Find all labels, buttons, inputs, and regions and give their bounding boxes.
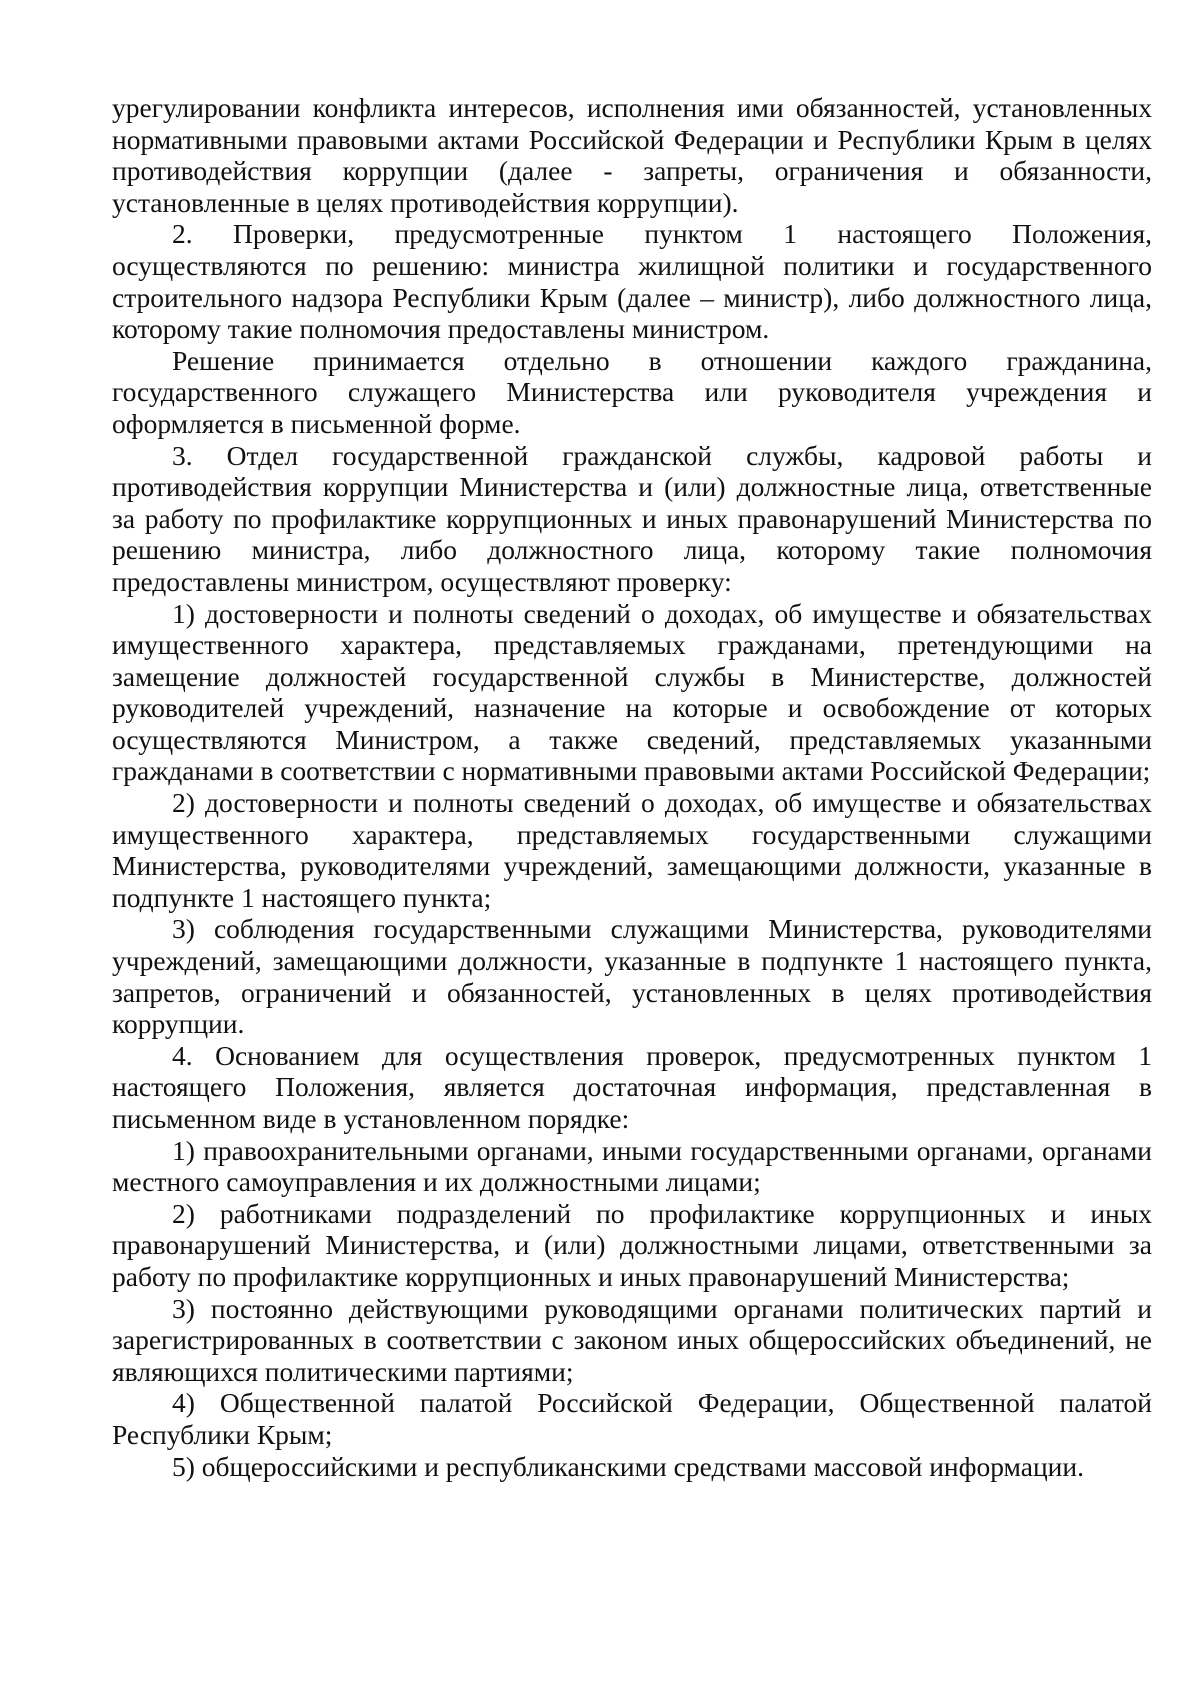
paragraph-subitem-3-2: 2) достоверности и полноты сведений о доходах, об имуществе и обязательствах имущественного характера, представляемых государственными служащими Министерства, руководителями учреждений, замещающими должности, указанные в подпункте 1 настоящего пункта; <box>112 787 1152 913</box>
paragraph-decision: Решение принимается отдельно в отношении каждого гражданина, государственного служащего Министерства или руководителя учреждения и оформляется в письменной форме. <box>112 344 1152 439</box>
paragraph-subitem-4-4: 4) Общественной палатой Российской Федерации, Общественной палатой Республики Крым; <box>112 1387 1152 1450</box>
document-page <box>112 92 1152 1482</box>
paragraph-subitem-3-3: 3) соблюдения государственными служащими Министерства, руководителями учреждений, замещающими должности, указанные в подпункте 1 настоящего пункта, запретов, ограничений и обязанностей, установленных в целях противодействия коррупции. <box>112 913 1152 1040</box>
paragraph-subitem-4-5: 5) общероссийскими и республиканскими средствами массовой информации. <box>172 1450 1084 1482</box>
paragraph-item-3: 3. Отдел государственной гражданской службы, кадровой работы и противодействия коррупции Министерства и (или) должностные лица, ответственные за работу по профилактике коррупционных и иных правонарушений Министерства по решению министра, либо должностного лица, которому такие полномочия предоставлены министром, осуществляют проверку: <box>112 439 1152 597</box>
paragraph-subitem-4-2: 2) работниками подразделений по профилактике коррупционных и иных правонарушений Министерства, и (или) должностными лицами, ответственными за работу по профилактике коррупционных и иных правонарушений Министерства; <box>112 1197 1152 1292</box>
paragraph-subitem-4-1: 1) правоохранительными органами, иными государственными органами, органами местного самоуправления и их должностными лицами; <box>112 1134 1152 1198</box>
paragraph-item-4: 4. Основанием для осуществления проверок, предусмотренных пунктом 1 настоящего Положения, является достаточная информация, представленная в письменном виде в установленном порядке: <box>112 1039 1152 1134</box>
paragraph-subitem-3-1: 1) достоверности и полноты сведений о доходах, об имуществе и обязательствах имущественного характера, представляемых гражданами, претендующими на замещение должностей государственной службы в Министерстве, должностей руководителей учреждений, назначение на которые и освобождение от которых осуществляются Министром, а также сведений, представляемых указанными гражданами в соответствии с нормативными правовыми актами Российской Федерации; <box>112 597 1152 787</box>
paragraph-continuation: урегулировании конфликта интересов, исполнения ими обязанностей, установленных нормативными правовыми актами Российской Федерации и Республики Крым в целях противодействия коррупции (далее - запреты, ограничения и обязанности, установленные в целях противодействия коррупции). <box>112 92 1152 218</box>
paragraph-subitem-4-3: 3) постоянно действующими руководящими органами политических партий и зарегистрированных в соответствии с законом иных общероссийских объединений, не являющихся политическими партиями; <box>112 1292 1152 1387</box>
paragraph-item-2: 2. Проверки, предусмотренные пунктом 1 настоящего Положения, осуществляются по решению: министра жилищной политики и государственного строительного надзора Республики Крым (далее – министр), либо должностного лица, которому такие полномочия предоставлены министром. <box>112 218 1152 345</box>
